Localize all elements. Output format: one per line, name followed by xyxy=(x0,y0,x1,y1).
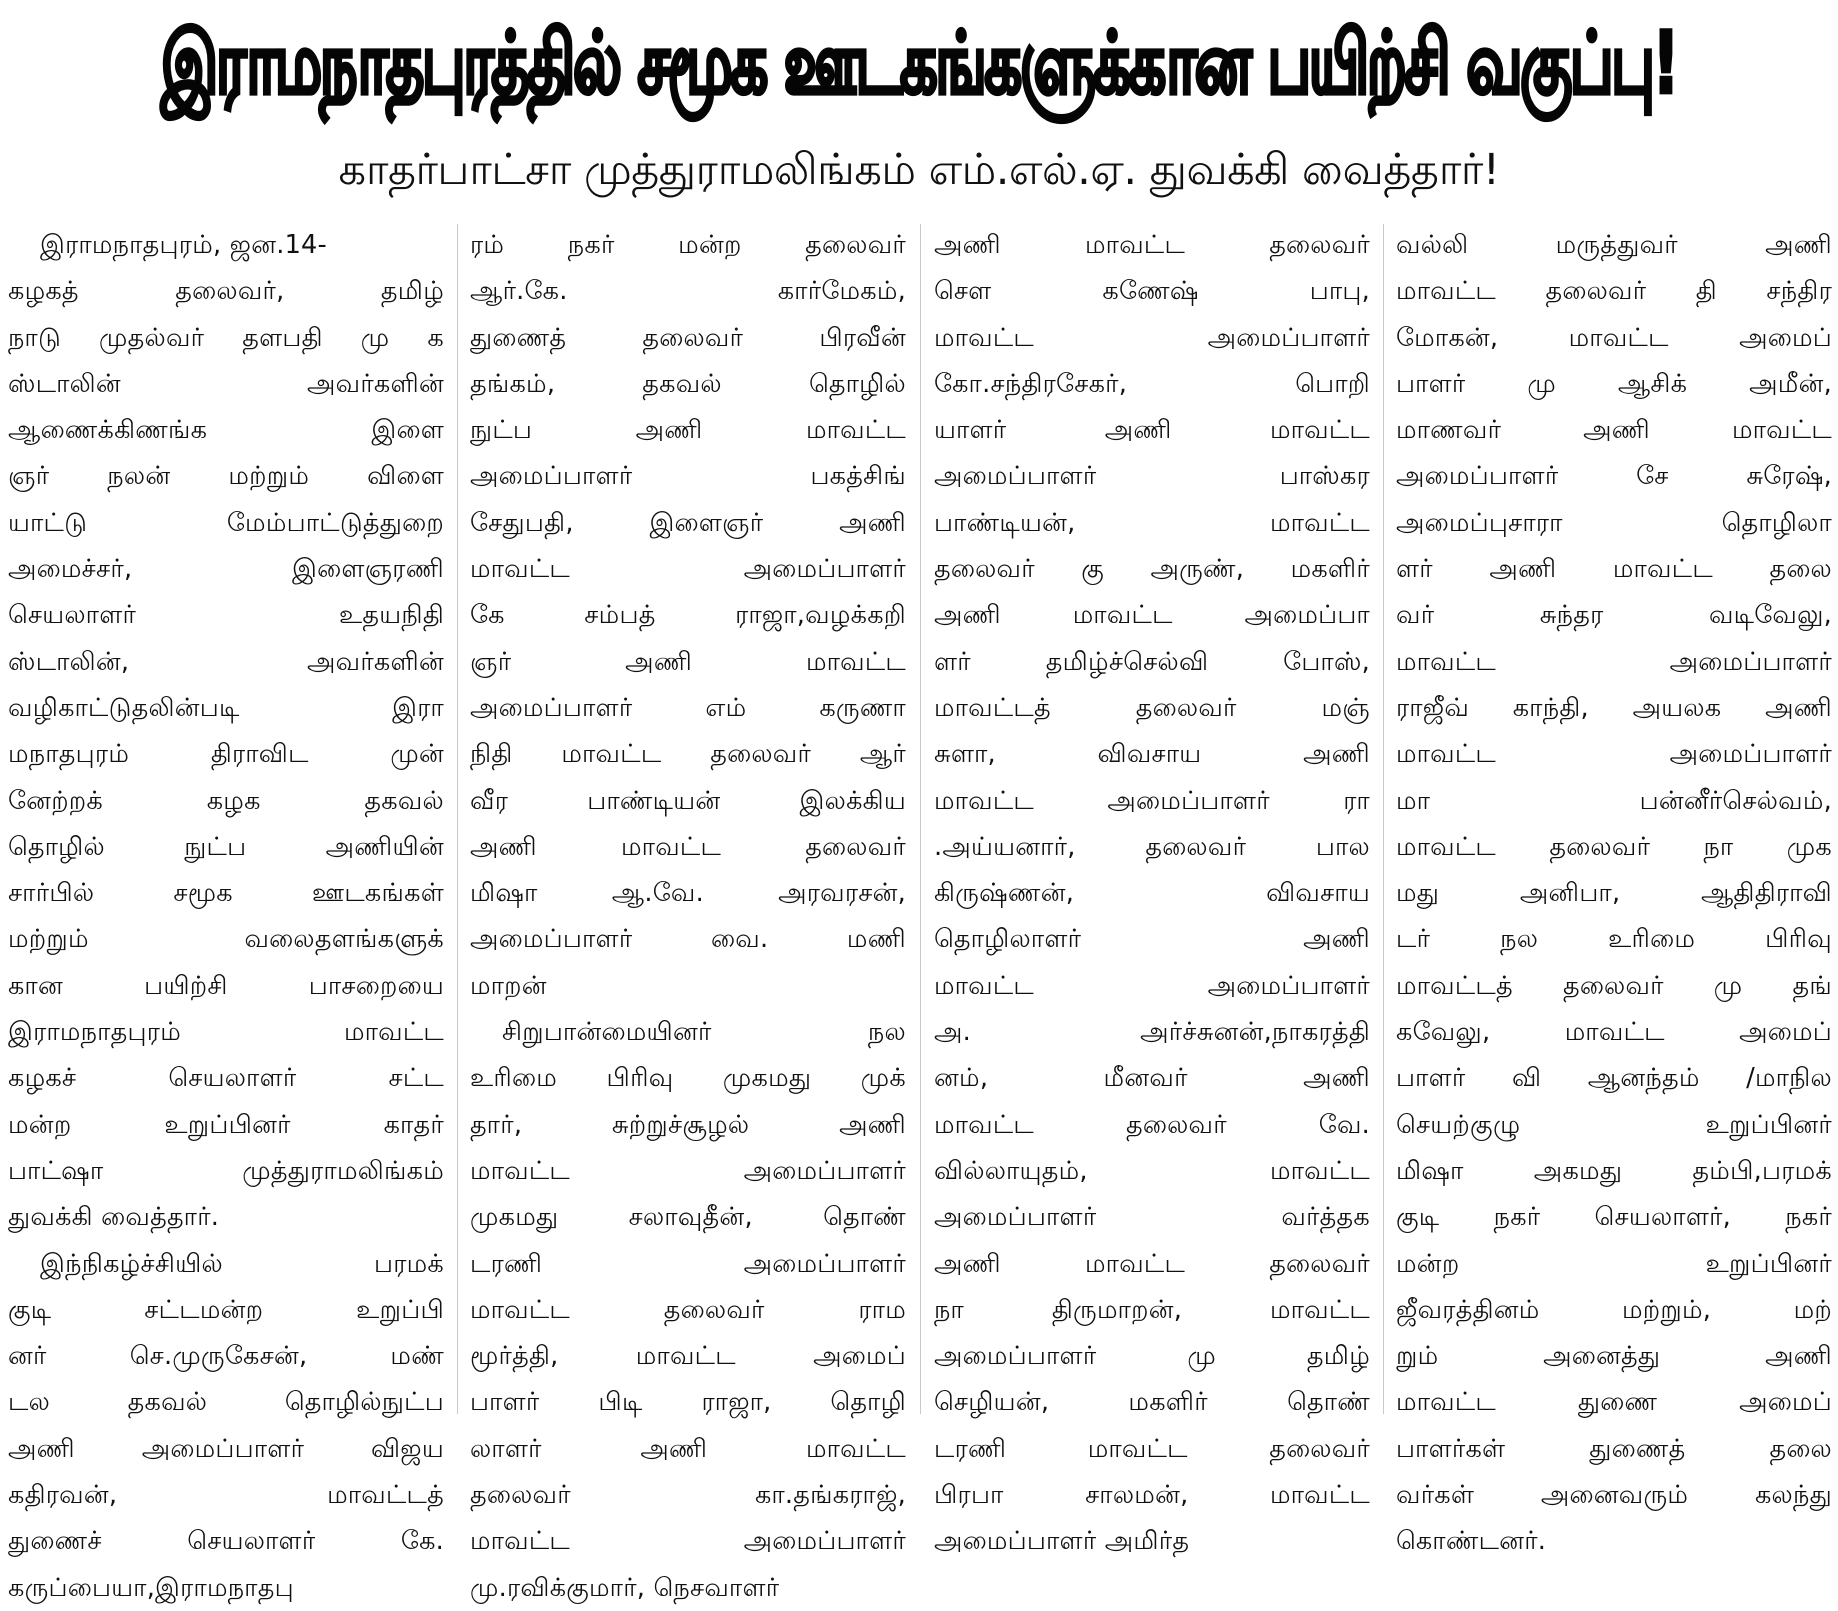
article-line: மாவட்ட தலைவர் தி சந்திர xyxy=(1396,276,1832,307)
article-line: வில்லாயுதம், மாவட்ட xyxy=(934,1155,1370,1186)
article-line: மாவட்ட துணை அமைப் xyxy=(1396,1387,1832,1418)
article-line: னம், மீனவர் அணி xyxy=(934,1063,1370,1094)
article-line: அமைப்பாளர் வர்த்தக xyxy=(934,1202,1370,1233)
article-line: வல்லி மருத்துவர் அணி xyxy=(1396,230,1832,260)
article-line: தங்கம், தகவல் தொழில் xyxy=(470,368,906,399)
article-line: மாவட்ட அமைப்பாளர் xyxy=(934,970,1370,1001)
article-line: அமைப்பாளர் சே சுரேஷ், xyxy=(1396,461,1832,492)
article-line: வழிகாட்டுதலின்படி இரா xyxy=(8,692,444,723)
article-line: முகமது சலாவுதீன், தொண் xyxy=(470,1202,906,1233)
article-line: அமைப்பாளர் பாஸ்கர xyxy=(934,461,1370,492)
article-line: பாளர் மு ஆசிக் அமீன், xyxy=(1396,368,1832,399)
article-line: நாடு முதல்வர் தளபதி மு க xyxy=(8,322,444,353)
article-line: கே சம்பத் ராஜா,வழக்கறி xyxy=(470,600,906,631)
article-line: ரம் நகர் மன்ற தலைவர் xyxy=(470,230,906,260)
article-line: கழகத் தலைவர், தமிழ் xyxy=(8,276,444,307)
article-line: சௌ கணேஷ் பாபு, xyxy=(934,276,1370,307)
article-line: மாவட்ட அமைப்பாளர் ரா xyxy=(934,785,1370,816)
article-line: சேதுபதி, இளைஞர் அணி xyxy=(470,507,906,538)
article-line: லாளர் அணி மாவட்ட xyxy=(470,1433,906,1464)
article-line: வர்கள் அனைவரும் கலந்து xyxy=(1396,1480,1832,1511)
article-column-2 xyxy=(470,222,906,1603)
article-line: ஜீவரத்தினம் மற்றும், மற் xyxy=(1396,1294,1832,1325)
article-line: .அய்யனார், தலைவர் பால xyxy=(934,831,1370,862)
article-line: யாளர் அணி மாவட்ட xyxy=(934,415,1370,446)
article-line: டர் நல உரிமை பிரிவு xyxy=(1396,924,1832,955)
article-line: டரணி மாவட்ட தலைவர் xyxy=(934,1433,1370,1464)
article-line: துணைச் செயலாளர் கே. xyxy=(8,1526,444,1557)
article-line: நுட்ப அணி மாவட்ட xyxy=(470,415,906,446)
article-line: மாவட்டத் தலைவர் மு தங் xyxy=(1396,970,1832,1001)
article-line: ளர் அணி மாவட்ட தலை xyxy=(1396,554,1832,585)
article-line: சுளா, விவசாய அணி xyxy=(934,739,1370,770)
article-line: கவேலு, மாவட்ட அமைப் xyxy=(1396,1017,1832,1048)
article-line: தலைவர் கா.தங்கராஜ், xyxy=(470,1480,906,1511)
article-line: குடி நகர் செயலாளர், நகர் xyxy=(1396,1202,1832,1233)
article-line: அமைப்பாளர் மு தமிழ் xyxy=(934,1341,1370,1372)
article-line: அமைச்சர், இளைஞரணி xyxy=(8,554,444,585)
article-line: மாவட்டத் தலைவர் மஞ் xyxy=(934,692,1370,723)
article-line: செயற்குழு உறுப்பினர் xyxy=(1396,1109,1832,1140)
article-line: பாட்ஷா முத்துராமலிங்கம் xyxy=(8,1155,444,1186)
article-line: ஸ்டாலின், அவர்களின் xyxy=(8,646,444,677)
column-divider xyxy=(920,224,921,1414)
article-line: ளர் தமிழ்ச்செல்வி போஸ், xyxy=(934,646,1370,677)
article-line: மா பன்னீர்செல்வம், xyxy=(1396,785,1832,816)
article-line: ஆணைக்கிணங்க இளை xyxy=(8,415,444,446)
article-line: துவக்கி வைத்தார். xyxy=(8,1202,220,1233)
article-line: தார், சுற்றுச்சூழல் அணி xyxy=(470,1109,906,1140)
article-line: டரணி அமைப்பாளர் xyxy=(470,1248,906,1279)
article-line: வீர பாண்டியன் இலக்கிய xyxy=(470,785,906,816)
article-line: மாவட்ட அமைப்பாளர் xyxy=(934,322,1370,353)
article-line: மு.ரவிக்குமார், நெசவாளர் xyxy=(470,1572,780,1603)
article-line: மநாதபுரம் திராவிட முன் xyxy=(8,739,444,770)
article-line: நிதி மாவட்ட தலைவர் ஆர் xyxy=(470,739,906,770)
article-line: சிறுபான்மையினர் நல xyxy=(502,1017,906,1048)
article-line: ஞர் நலன் மற்றும் விளை xyxy=(8,461,444,492)
subheadline-text: காதர்பாட்சா முத்துராமலிங்கம் எம்.எல்.ஏ. துவக்கி வைத்தார்! xyxy=(338,144,1500,195)
article-line: கிருஷ்ணன், விவசாய xyxy=(934,878,1370,909)
article-line: கருப்பையா,இராமநாதபு xyxy=(8,1572,294,1603)
article-line: பாளர்கள் துணைத் தலை xyxy=(1396,1433,1832,1464)
article-line: மிஷா அகமது தம்பி,பரமக் xyxy=(1396,1155,1832,1186)
article-line: மூர்த்தி, மாவட்ட அமைப் xyxy=(470,1341,906,1372)
article-line: மன்ற உறுப்பினர் காதர் xyxy=(8,1109,444,1140)
subheadline xyxy=(0,130,1838,214)
article-line: நா திருமாறன், மாவட்ட xyxy=(934,1294,1370,1325)
article-line: அணி மாவட்ட தலைவர் xyxy=(470,831,906,862)
article-line: மிஷா ஆ.வே. அரவரசன், xyxy=(470,878,906,909)
article-line: கான பயிற்சி பாசறையை xyxy=(8,970,444,1001)
article-line: அமைப்பாளர் எம் கருணா xyxy=(470,692,906,723)
article-line: பாளர் பிடி ராஜா, தொழி xyxy=(470,1387,906,1418)
article-line: தொழிலாளர் அணி xyxy=(934,924,1370,955)
article-line: இராமநாதபுரம் மாவட்ட xyxy=(8,1017,444,1048)
article-line: செழியன், மகளிர் தொண் xyxy=(934,1387,1370,1418)
article-line: டல தகவல் தொழில்நுட்ப xyxy=(8,1387,444,1418)
article-line: அணி மாவட்ட தலைவர் xyxy=(934,1248,1370,1279)
article-line: ஸ்டாலின் அவர்களின் xyxy=(8,368,444,399)
article-line: இந்நிகழ்ச்சியில் பரமக் xyxy=(40,1248,444,1279)
headline xyxy=(0,4,1838,132)
article-line: இராமநாதபுரம், ஜன.14- xyxy=(40,230,327,260)
article-line: ராஜீவ் காந்தி, அயலக அணி xyxy=(1396,692,1832,723)
article-line: மாணவர் அணி மாவட்ட xyxy=(1396,415,1832,446)
article-line: தொழில் நுட்ப அணியின் xyxy=(8,831,444,862)
article-line: பிரபா சாலமன், மாவட்ட xyxy=(934,1480,1370,1511)
column-divider xyxy=(1383,224,1384,1414)
article-line: சார்பில் சமூக ஊடகங்கள் xyxy=(8,878,444,909)
article-line: மாவட்ட தலைவர் நா முக xyxy=(1396,831,1832,862)
article-column-3 xyxy=(934,222,1370,1557)
article-line: அணி மாவட்ட தலைவர் xyxy=(934,230,1370,260)
article-line: அணி மாவட்ட அமைப்பா xyxy=(934,600,1370,631)
column-divider xyxy=(457,224,458,1414)
article-line: கோ.சந்திரசேகர், பொறி xyxy=(934,368,1370,399)
article-line: ஞர் அணி மாவட்ட xyxy=(470,646,906,677)
article-line: றும் அனைத்து அணி xyxy=(1396,1341,1832,1372)
article-line: மாவட்ட அமைப்பாளர் xyxy=(470,1155,906,1186)
article-line: மற்றும் வலைதளங்களுக் xyxy=(8,924,444,955)
article-line: னர் செ.முருகேசன், மண் xyxy=(8,1341,444,1372)
article-line: யாட்டு மேம்பாட்டுத்துறை xyxy=(8,507,444,538)
article-body xyxy=(8,222,1832,1603)
article-line: மாவட்ட அமைப்பாளர் xyxy=(470,1526,906,1557)
article-line: கதிரவன், மாவட்டத் xyxy=(8,1480,444,1511)
article-line: மாவட்ட அமைப்பாளர் xyxy=(1396,739,1832,770)
article-line: னேற்றக் கழக தகவல் xyxy=(8,785,444,816)
article-line: மோகன், மாவட்ட அமைப் xyxy=(1396,322,1832,353)
article-line: பாண்டியன், மாவட்ட xyxy=(934,507,1370,538)
article-line: மாவட்ட அமைப்பாளர் xyxy=(470,554,906,585)
article-line: உரிமை பிரிவு முகமது முக் xyxy=(470,1063,906,1094)
article-line: அணி அமைப்பாளர் விஜய xyxy=(8,1433,444,1464)
article-line: துணைத் தலைவர் பிரவீன் xyxy=(470,322,906,353)
article-line: தலைவர் கு அருண், மகளிர் xyxy=(934,554,1370,585)
article-line: அமைப்பாளர் வை. மணி xyxy=(470,924,906,955)
article-line: மன்ற உறுப்பினர் xyxy=(1396,1248,1832,1279)
article-line: மது அனிபா, ஆதிதிராவி xyxy=(1396,878,1832,909)
article-line: அமைப்பாளர் அமிர்த xyxy=(934,1526,1190,1557)
article-line: குடி சட்டமன்ற உறுப்பி xyxy=(8,1294,444,1325)
article-line: வர் சுந்தர வடிவேலு, xyxy=(1396,600,1832,631)
article-line: கழகச் செயலாளர் சட்ட xyxy=(8,1063,444,1094)
article-line: மாறன் xyxy=(470,970,547,1001)
article-line: மாவட்ட தலைவர் வே. xyxy=(934,1109,1370,1140)
article-line: மாவட்ட தலைவர் ராம xyxy=(470,1294,906,1325)
headline-text: இராமநாதபுரத்தில் சமூக ஊடகங்களுக்கான பயிற்சி வகுப்பு! xyxy=(161,12,1677,113)
article-line: செயலாளர் உதயநிதி xyxy=(8,600,444,631)
article-line: ஆர்.கே. கார்மேகம், xyxy=(470,276,906,307)
article-line: அமைப்புசாரா தொழிலா xyxy=(1396,507,1832,538)
article-line: பாளர் வி ஆனந்தம் /மாநில xyxy=(1396,1063,1832,1094)
article-column-1 xyxy=(8,222,444,1603)
article-line: அமைப்பாளர் பகத்சிங் xyxy=(470,461,906,492)
article-line: அ. அர்ச்சுனன்,நாகரத்தி xyxy=(934,1017,1370,1048)
article-column-4 xyxy=(1396,222,1832,1557)
article-line: மாவட்ட அமைப்பாளர் xyxy=(1396,646,1832,677)
article-line: கொண்டனர். xyxy=(1396,1526,1547,1557)
